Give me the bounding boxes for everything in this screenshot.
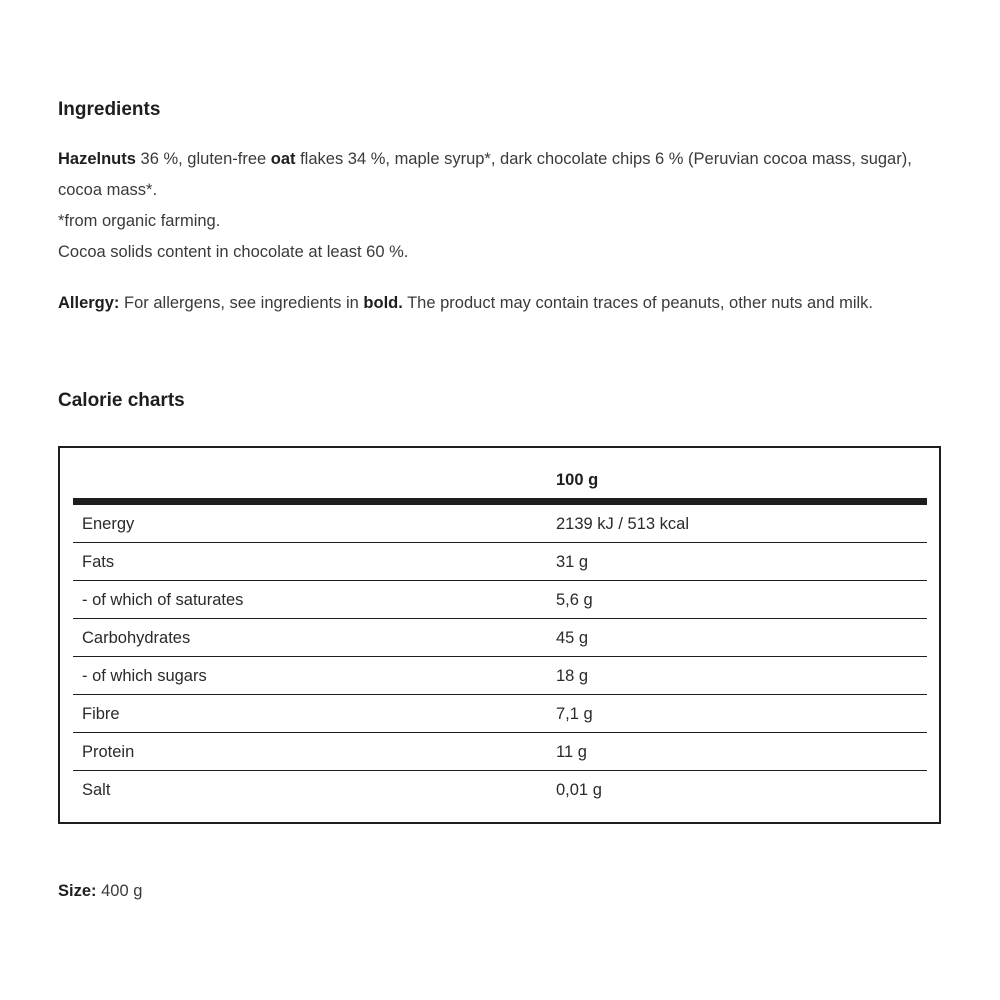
row-value: 7,1 g (556, 705, 593, 723)
ingredient-oat: oat (270, 150, 296, 168)
row-value: 18 g (556, 667, 589, 685)
calorie-charts-heading: Calorie charts (58, 390, 185, 411)
table-row (73, 581, 927, 619)
row-label: Fibre (82, 705, 120, 723)
row-value: 11 g (556, 743, 587, 761)
row-value: 2139 kJ / 513 kcal (556, 515, 689, 533)
row-label: Protein (82, 743, 135, 761)
organic-note: *from organic farming. (58, 212, 221, 230)
table-row (73, 505, 927, 543)
allergy-text-2: The product may contain traces of peanuts, other nuts and milk. (402, 294, 874, 312)
row-label: Salt (82, 781, 111, 799)
cocoa-note: Cocoa solids content in chocolate at least 60 %. (58, 243, 409, 261)
table-row (73, 695, 927, 733)
row-label: Energy (82, 515, 135, 533)
ingredient-text-2: flakes 34 %, maple syrup*, dark chocolate chips 6 % (Peruvian cocoa mass, sugar), cocoa mass*. (58, 150, 912, 199)
row-label: Carbohydrates (82, 629, 191, 647)
allergy-text-1: For allergens, see ingredients in (119, 294, 364, 312)
row-value: 45 g (556, 629, 589, 647)
ingredient-hazelnuts: Hazelnuts (58, 150, 136, 168)
allergy-bold-word: bold. (363, 294, 403, 312)
table-row (73, 657, 927, 695)
size-info (58, 876, 938, 907)
row-value: 0,01 g (556, 781, 602, 799)
table-row (73, 733, 927, 771)
size-value: 400 g (101, 882, 143, 900)
row-value: 5,6 g (556, 591, 593, 609)
table-row (73, 771, 927, 808)
ingredients-list (58, 144, 938, 268)
column-header-100g: 100 g (556, 471, 599, 489)
table-row (73, 543, 927, 581)
table-row (73, 619, 927, 657)
size-label: Size: (58, 882, 97, 900)
row-label: - of which sugars (82, 667, 207, 685)
row-value: 31 g (556, 553, 589, 571)
row-label: Fats (82, 553, 115, 571)
header-divider (73, 498, 927, 505)
nutrition-table-header (60, 448, 939, 498)
ingredient-text-1: 36 %, gluten-free (135, 150, 271, 168)
row-label: - of which of saturates (82, 591, 244, 609)
nutrition-table (58, 446, 941, 824)
allergy-info (58, 288, 938, 319)
ingredients-heading: Ingredients (58, 99, 161, 120)
nutrition-rows (73, 505, 927, 808)
allergy-label: Allergy: (58, 294, 120, 312)
